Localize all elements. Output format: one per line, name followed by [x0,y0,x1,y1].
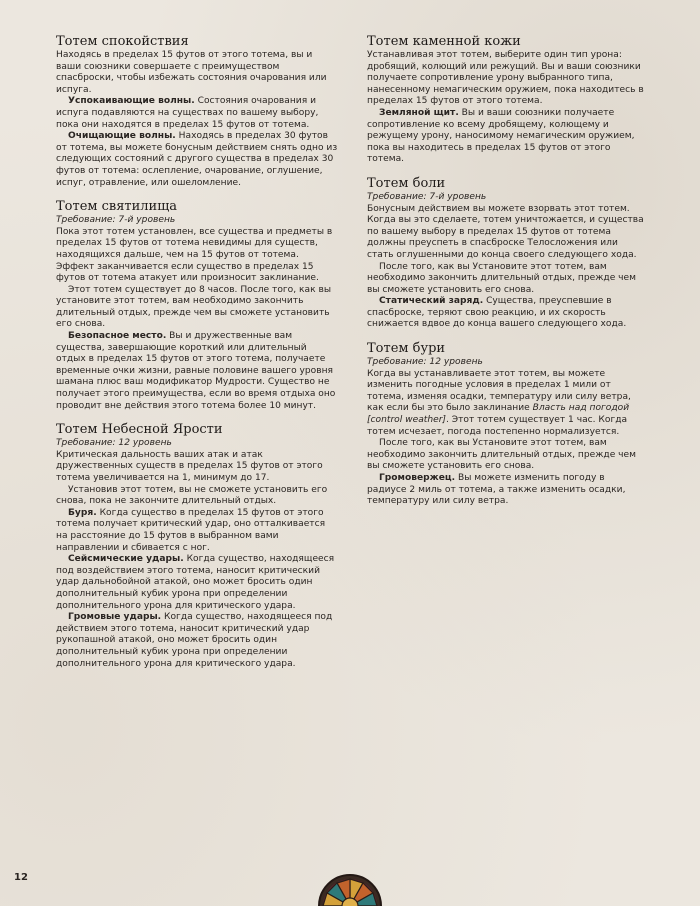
feature-paragraph [367,108,647,166]
feature-name: Безопасное место. [68,331,167,342]
feature-name: Статический заряд. [379,296,484,307]
paragraph: Бонусным действием вы можете взорвать этот тотем. Когда вы это сделаете, тотем уничтожается, и существа по вашему выбору в пределах 15 футов от тотема должны преуспеть в спасброске Телосложения или стать оглушенными до конца своего следующего хода. [367,203,644,260]
spell-name: Власть над погодой [control weather] [367,403,630,426]
section-title: Тотем Небесной Ярости [56,422,223,438]
text-run: . Этот тотем существует 1 час. Когда тотем исчезает, погода постепенно нормализуется. [367,415,628,437]
requirement: Требование: 7-й уровень [367,191,487,202]
paragraph: Устанавливая этот тотем, выберите один тип урона: дробящий, колющий или режущий. Вы и ваши союзники получаете сопротивление урону выбранного типа, нанесенному немагическим оружием, пока находитесь в пределах 15 футов от этого тотема. [367,50,644,107]
feature-text: Когда существо в пределах 15 футов от этого тотема получает критический удар, оно отталкивается на расстояние до 15 футов в выбранном вами направлении и сбивается с ног. [56,507,326,553]
section-heavenly-fury-totem [56,422,338,670]
feature-name: Сейсмические удары. [68,554,184,565]
feature-name: Успокаивающие волны. [68,96,195,107]
feature-paragraph [56,554,338,612]
feature-paragraph [367,473,647,508]
feature-paragraph [56,131,338,189]
paragraph: После того, как вы Установите этот тотем, вам необходимо закончить длительный отдых, прежде чем вы сможете установить его снова. [367,438,637,472]
feature-text: Вы можете изменить погоду в радиусе 2 миль от тотема, а также изменить осадки, температуру или силу ветра. [367,473,626,507]
feature-name: Буря. [68,507,97,518]
paragraph: После того, как вы Установите этот тотем, вам необходимо закончить длительный отдых, прежде чем вы сможете установить его снова. [367,261,637,295]
paragraph: Этот тотем существует до 8 часов. После того, как вы установите этот тотем, вам необходимо закончить длительный отдых, прежде чем вы сможете установить его снова. [56,284,332,330]
rose-window-emblem-icon [318,868,382,906]
feature-text: Находясь в пределах 30 футов от тотема, вы можете бонусным действием снять одно из следующих состояний с другого существа в пределах 30 футов от тотема: ослепление, очарование, оглушение, испуг, отравление, или ошеломление. [56,131,338,188]
page-number: 12 [14,872,28,883]
paragraph: Критическая дальность ваших атак и атак дружественных существ в пределах 15 футов от этого тотема увеличивается на 1, минимум до 17. [56,449,323,483]
feature-paragraph [56,508,338,554]
section-title: Тотем святилища [56,199,178,215]
section-title: Тотем боли [367,175,446,191]
section-title: Тотем спокойствия [56,34,189,49]
section-pain-totem [367,176,647,331]
left-column [56,34,338,680]
requirement: Требование: 12 уровень [367,357,483,368]
feature-name: Очищающие волны. [68,131,176,142]
feature-paragraph [56,612,338,670]
paragraph [367,369,647,439]
section-title: Тотем бури [367,341,446,357]
feature-name: Громовержец. [379,473,456,483]
section-tranquility-totem [56,34,338,189]
feature-text: Вы и дружественные вам существа, завершающие короткий или длительный отдых в пределах 15 футов от этого тотема, получаете временные очки жизни, равные половине вашего уровня шамана плюс ваш модификатор Мудрости. Существо не получает этого преимущества, если во время отдыха оно проводит вне действия этого тотема более 10 минут. [56,331,336,411]
feature-text: Вы и ваши союзники получаете сопротивление ко всему дробящему, колющему и режущему урону, наносимому немагическим оружием, пока вы находитесь в пределах 15 футов от этого тотема. [367,107,635,165]
right-column [367,34,647,518]
paragraph: Установив этот тотем, вы не сможете установить его снова, пока не закончите длительный отдых. [56,484,328,507]
feature-paragraph [56,96,338,131]
feature-paragraph [56,331,338,412]
section-sanctuary-totem [56,199,338,412]
requirement: Требование: 7-й уровень [56,215,176,226]
section-title: Тотем каменной кожи [367,34,521,49]
requirement: Требование: 12 уровень [56,438,172,449]
section-stoneskin-totem [367,34,647,166]
feature-text: Когда существо, находящееся под воздействием этого тотема, наносит критический удар дальнобойной атакой, оно может бросить один дополнительный кубик урона при определении дополнительного урона для критического удара. [56,554,335,611]
feature-text: Существа, преуспевшие в спасброске, теряют свою реакцию, и их скорость снижается вдвое до конца вашего следующего хода. [367,296,627,330]
paragraph: Находясь в пределах 15 футов от этого тотема, вы и ваши союзники совершаете с преимуществом спасброски, чтобы избежать состояния очарования или испуга. [56,50,327,95]
feature-text: Состояния очарования и испуга подавляются на существах по вашему выбору, пока они находятся в пределах 15 футов от тотема. [56,96,319,130]
feature-name: Громовые удары. [68,612,162,623]
feature-name: Земляной щит. [379,107,459,118]
section-storm-totem [367,341,647,508]
feature-paragraph [367,296,647,331]
paragraph: Пока этот тотем установлен, все существа и предметы в пределах 15 футов от тотема невидимы для существ, находящихся дальше, чем на 15 футов от тотема. Эффект заканчивается если существо в пределах 15 футов от тотема атакует или произносит заклинание. [56,226,333,284]
text-run: Когда вы устанавливаете этот тотем, вы можете изменить погодные условия в пределах 1 мили от тотема, изменяя осадки, температуру или силу ветра, как если бы это было заклинание [367,368,631,414]
feature-text: Когда существо, находящееся под действием этого тотема, наносит критический удар рукопашной атакой, оно может бросить один дополнительный кубик урона при определении дополнительного урона для критического удара. [56,612,333,669]
